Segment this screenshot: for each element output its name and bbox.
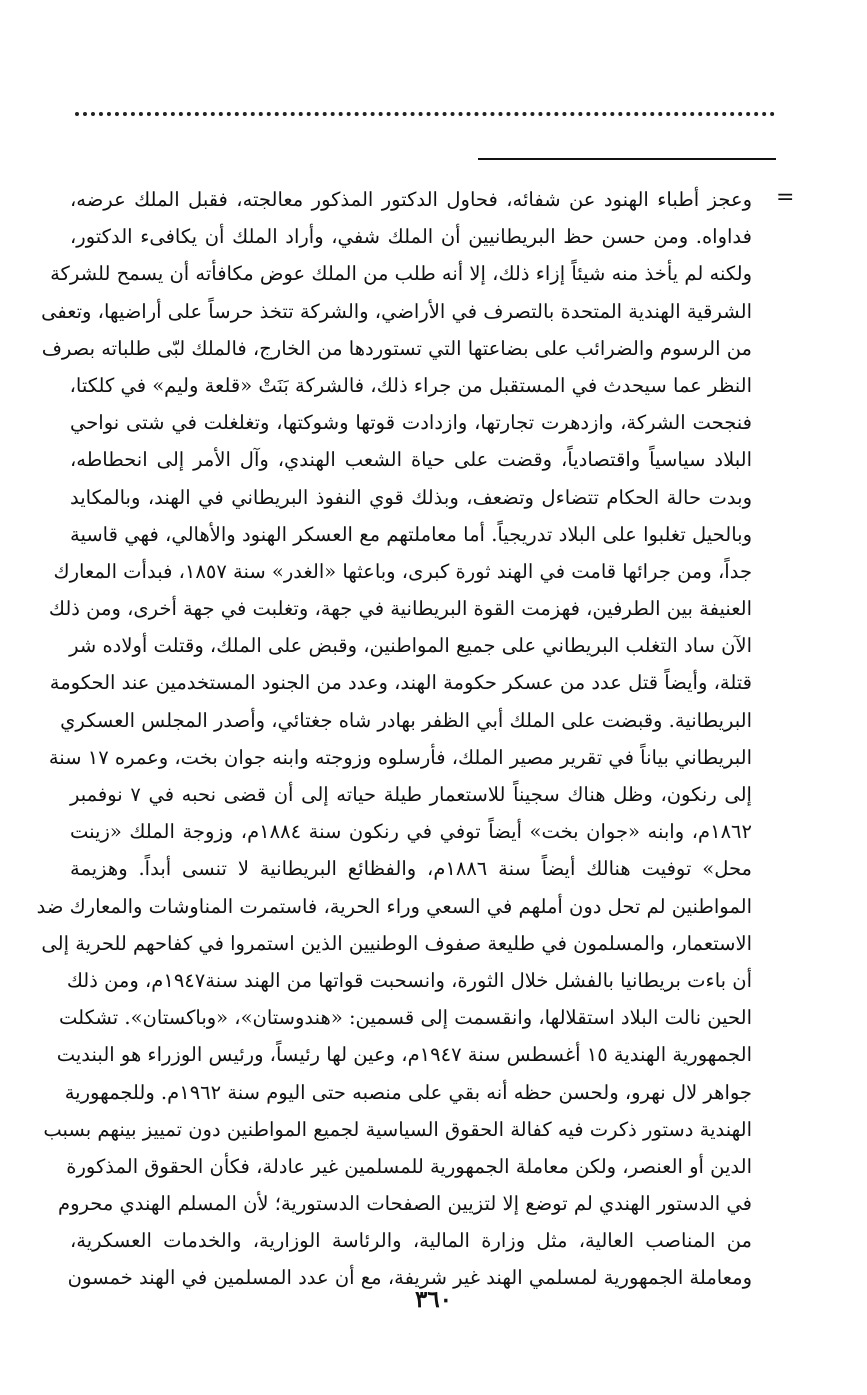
- text-line: وعجز أطباء الهنود عن شفائه، فحاول الدكتور المذكور معالجته، فقبل الملك عرضه،: [70, 188, 752, 211]
- text-line: وبالحيل تغلبوا على البلاد تدريجياً. أما معاملتهم مع العسكر الهنود والأهالي، فهي قاسية: [70, 522, 752, 546]
- text-line: الشرقية الهندية المتحدة بالتصرف في الأراضي، والشركة تتخذ حرساً على أراضيها، وتعفى: [41, 299, 752, 323]
- text-line: قتلة، وأيضاً قتل عدد من عسكر حكومة الهند، وعدد من الجنود المستخدمين عند الحكومة: [49, 671, 752, 695]
- text-line: وبدت حالة الحكام تتضاءل وتضعف، وبذلك قوي النفوذ البريطاني في الهند، وبالمكايد: [70, 485, 752, 509]
- text-line: محل» توفيت هنالك أيضاً سنة ١٨٨٦م، والفظائع البريطانية لا تنسى أبداً. وهزيمة: [70, 857, 753, 881]
- text-line: أن باءت بريطانيا بالفشل خلال الثورة، وانسحبت قواتها من الهند سنة١٩٤٧م، ومن ذلك: [66, 968, 752, 992]
- footnote-rule: [478, 158, 776, 160]
- text-line: إلى رنكون، وظل هناك سجيناً للاستعمار طيلة حياته إلى أن قضى نحبه في ٧ نوفمبر: [70, 783, 752, 806]
- text-line: جواهر لال نهرو، ولحسن حظه أنه بقي على منصبه حتى اليوم سنة ١٩٦٢م. وللجمهورية: [64, 1080, 752, 1104]
- text-line: الجمهورية الهندية ١٥ أغسطس سنة ١٩٤٧م، وعين لها رئيساً، ورئيس الوزراء هو البنديت: [56, 1043, 752, 1067]
- dotted-separator: [75, 112, 775, 116]
- text-line: النظر عما سيحدث في المستقبل من جراء ذلك، فالشركة بَنَتْ «قلعة وليم» في كلكتا،: [69, 373, 752, 397]
- text-line: البريطاني بياناً في تقرير مصير الملك، فأرسلوه وزوجته وابنه جوان بخت، وعمره ١٧ سنة: [48, 745, 752, 769]
- text-line: من المناصب العالية، مثل وزارة المالية، والرئاسة الوزارية، والخدمات العسكرية،: [70, 1229, 752, 1253]
- text-line: البلاد سياسياً واقتصادياً، وقضت على حياة الشعب الهندي، وآل الأمر إلى انحطاطه،: [70, 448, 752, 472]
- text-line: الاستعمار، والمسلمون في طليعة صفوف الوطنيين الذين استمروا في كفاحهم للحرية إلى: [41, 931, 752, 955]
- text-line: في الدستور الهندي لم توضع إلا لتزيين الصفحات الدستورية؛ لأن المسلم الهندي محروم: [58, 1192, 752, 1216]
- continuation-marker: =: [776, 185, 795, 210]
- text-line: ١٨٦٢م، وابنه «جوان بخت» أيضاً توفي في رنكون سنة ١٨٨٤م، وزوجة الملك «زينت: [70, 820, 752, 844]
- text-line: من الرسوم والضرائب على بضاعتها التي تستوردها من الخارج، فالملك لبّى طلباته بصرف: [41, 336, 752, 360]
- text-line: الدين أو العنصر، ولكن معاملة الجمهورية للمسلمين غير عادلة، فكأن الحقوق المذكورة: [66, 1154, 752, 1178]
- text-line: المواطنين لم تحل دون أملهم في السعي وراء الحرية، فاستمرت المناوشات والمعارك ضد: [36, 894, 752, 918]
- text-line: فنجحت الشركة، وازدهرت تجارتها، وازدادت قوتها وشوكتها، وتغلغلت في شتى نواحي: [70, 411, 752, 435]
- text-line: البريطانية. وقبضت على الملك أبي الظفر بهادر شاه جغتائي، وأصدر المجلس العسكري: [60, 708, 752, 732]
- page-number: ٣٦٠: [414, 1286, 453, 1313]
- text-line: جداً، ومن جرائها قامت في الهند ثورة كبرى، وباعثها «الغدر» سنة ١٨٥٧، فبدأت المعارك: [53, 559, 752, 583]
- text-line: الحين نالت البلاد استقلالها، وانقسمت إلى قسمين: «هندوستان»، «وباكستان». تشكلت: [59, 1006, 752, 1030]
- text-line: الآن ساد التغلب البريطاني على جميع المواطنين، وقبض على الملك، وقتلت أولاده شر: [69, 634, 752, 658]
- text-line: ولكنه لم يأخذ منه شيئاً إزاء ذلك، إلا أنه طلب من الملك عوض مكافأته أن يسمح للشركة: [50, 262, 752, 286]
- text-line: العنيفة بين الطرفين، فهزمت القوة البريطانية في جهة، وتغلبت في جهة أخرى، ومن ذلك: [48, 597, 752, 621]
- footnote-body: [36, 181, 753, 1297]
- text-line: ومعاملة الجمهورية لمسلمي الهند غير شريفة، مع أن عدد المسلمين في الهند خمسون: [67, 1266, 752, 1290]
- text-line: فداواه. ومن حسن حظ البريطانيين أن الملك شفي، وأراد الملك أن يكافىء الدكتور،: [70, 225, 752, 249]
- text-line: الهندية دستور ذكرت فيه كفالة الحقوق السياسية لجميع المواطنين دون تمييز بينهم بسبب: [43, 1117, 752, 1141]
